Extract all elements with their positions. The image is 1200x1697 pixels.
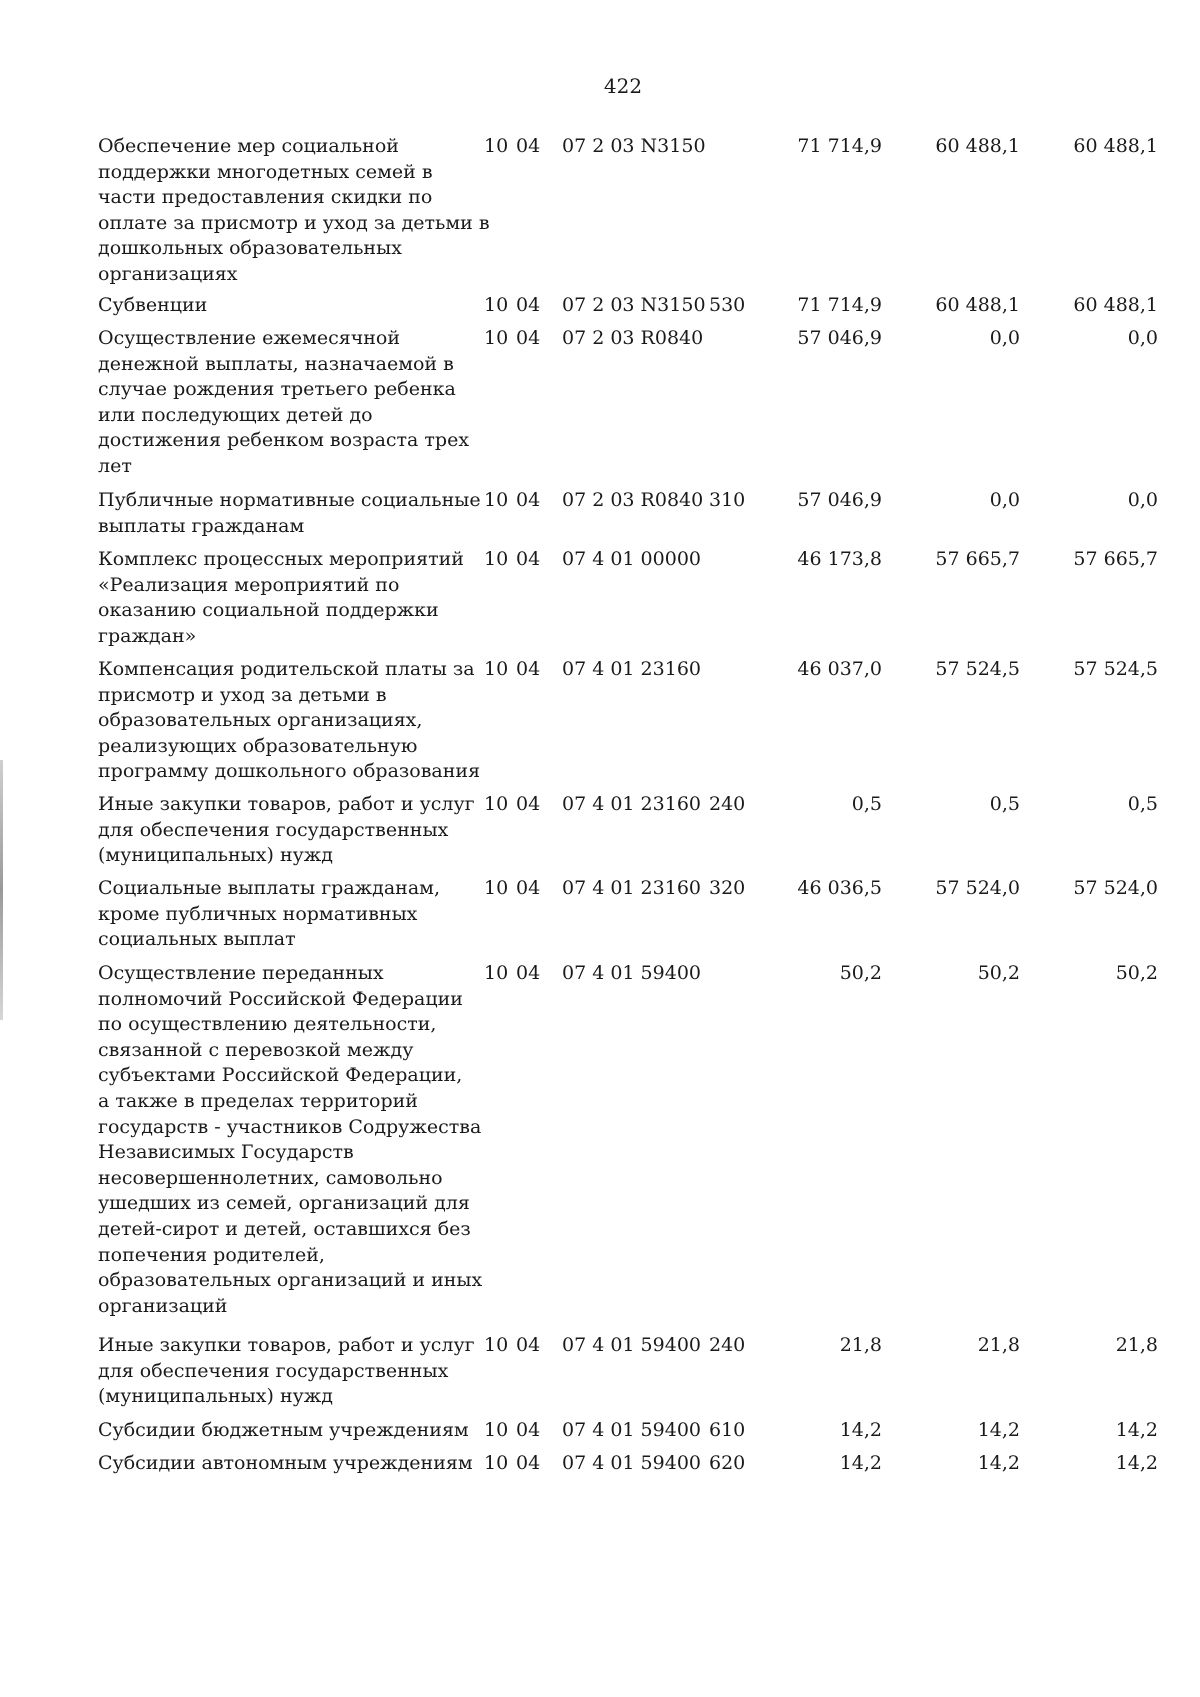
row-name xyxy=(98,326,468,480)
subsection-code: 04 xyxy=(516,327,541,349)
amount-year-3: 60 488,1 xyxy=(1073,294,1158,316)
target-article-code: 07 4 01 59400 xyxy=(562,1452,702,1474)
amount-year-2: 0,5 xyxy=(989,793,1020,815)
amount-year-2: 57 524,0 xyxy=(935,877,1020,899)
row-name-line: Субсидии автономным учреждениям xyxy=(98,1452,473,1474)
row-name-line: Комплекс процессных мероприятий xyxy=(98,548,464,570)
amount-year-3: 60 488,1 xyxy=(1073,135,1158,157)
row-name-line: оказанию социальной поддержки xyxy=(98,599,439,622)
amount-year-3: 57 665,7 xyxy=(1073,548,1158,570)
target-article-code: 07 4 01 59400 xyxy=(562,1334,702,1356)
amount-year-3: 57 524,5 xyxy=(1073,658,1158,680)
subsection-code: 04 xyxy=(516,1419,541,1441)
amount-year-2: 60 488,1 xyxy=(935,294,1020,316)
subsection-code: 04 xyxy=(516,1334,541,1356)
row-name xyxy=(98,547,468,649)
expense-type-code: 310 xyxy=(709,489,746,511)
row-name-line: а также в пределах территорий xyxy=(98,1089,418,1112)
amount-year-2: 0,0 xyxy=(989,327,1020,349)
row-name-line: попечения родителей, xyxy=(98,1243,325,1266)
target-article-code: 07 4 01 59400 xyxy=(562,1419,702,1441)
row-name-line: Социальные выплаты гражданам, xyxy=(98,877,440,899)
row-name-line: или последующих детей до xyxy=(98,403,373,426)
amount-year-3: 57 524,0 xyxy=(1073,877,1158,899)
row-name-line: детей-сирот и детей, оставшихся без xyxy=(98,1217,471,1240)
row-name xyxy=(98,1418,468,1444)
section-code: 10 xyxy=(484,1334,509,1356)
target-article-code: 07 4 01 23160 xyxy=(562,793,702,815)
row-name-line: для обеспечения государственных xyxy=(98,1359,449,1382)
section-code: 10 xyxy=(484,294,509,316)
amount-year-1: 71 714,9 xyxy=(797,294,882,316)
row-name-line: реализующих образовательную xyxy=(98,734,418,757)
target-article-code: 07 2 03 R0840 xyxy=(562,327,704,349)
amount-year-1: 46 173,8 xyxy=(797,548,882,570)
row-name-line: кроме публичных нормативных xyxy=(98,902,418,925)
amount-year-3: 21,8 xyxy=(1115,1334,1158,1356)
row-name xyxy=(98,1451,473,1477)
amount-year-3: 0,0 xyxy=(1127,327,1158,349)
section-code: 10 xyxy=(484,962,509,984)
row-name-line: Компенсация родительской платы за xyxy=(98,658,475,680)
row-name xyxy=(98,961,483,1319)
row-name-line: граждан» xyxy=(98,624,197,647)
target-article-code: 07 2 03 N3150 xyxy=(562,294,706,316)
row-name-line: для обеспечения государственных xyxy=(98,818,449,841)
row-name-line: Осуществление переданных xyxy=(98,962,384,984)
target-article-code: 07 4 01 23160 xyxy=(562,658,702,680)
amount-year-3: 0,0 xyxy=(1127,489,1158,511)
expense-type-code: 620 xyxy=(709,1452,746,1474)
section-code: 10 xyxy=(484,135,509,157)
amount-year-2: 50,2 xyxy=(977,962,1020,984)
amount-year-2: 57 524,5 xyxy=(935,658,1020,680)
row-name-line: полномочий Российской Федерации xyxy=(98,987,463,1010)
amount-year-2: 14,2 xyxy=(977,1452,1020,1474)
row-name xyxy=(98,792,475,869)
amount-year-1: 0,5 xyxy=(851,793,882,815)
subsection-code: 04 xyxy=(516,489,541,511)
row-name-line: «Реализация мероприятий по xyxy=(98,573,400,596)
row-name-line: образовательных организациях, xyxy=(98,709,423,732)
amount-year-1: 50,2 xyxy=(839,962,882,984)
expense-type-code: 610 xyxy=(709,1419,746,1441)
row-name xyxy=(98,488,481,539)
section-code: 10 xyxy=(484,877,509,899)
row-name xyxy=(98,293,468,319)
amount-year-3: 50,2 xyxy=(1115,962,1158,984)
amount-year-2: 57 665,7 xyxy=(935,548,1020,570)
amount-year-1: 14,2 xyxy=(839,1452,882,1474)
row-name-line: Обеспечение мер социальной xyxy=(98,135,399,157)
row-name-line: организаций xyxy=(98,1294,228,1317)
section-code: 10 xyxy=(484,548,509,570)
amount-year-3: 14,2 xyxy=(1115,1452,1158,1474)
amount-year-2: 21,8 xyxy=(977,1334,1020,1356)
amount-year-2: 14,2 xyxy=(977,1419,1020,1441)
section-code: 10 xyxy=(484,658,509,680)
row-name-line: дошкольных образовательных xyxy=(98,237,402,260)
amount-year-2: 60 488,1 xyxy=(935,135,1020,157)
row-name-line: достижения ребенком возраста трех xyxy=(98,429,470,452)
amount-year-1: 71 714,9 xyxy=(797,135,882,157)
subsection-code: 04 xyxy=(516,548,541,570)
amount-year-3: 0,5 xyxy=(1127,793,1158,815)
target-article-code: 07 4 01 23160 xyxy=(562,877,702,899)
row-name-line: по осуществлению деятельности, xyxy=(98,1013,437,1036)
subsection-code: 04 xyxy=(516,135,541,157)
row-name-line: ушедших из семей, организаций для xyxy=(98,1192,470,1215)
row-name-line: присмотр и уход за детьми в xyxy=(98,683,387,706)
row-name xyxy=(98,134,490,288)
amount-year-3: 14,2 xyxy=(1115,1419,1158,1441)
page-number: 422 xyxy=(603,74,643,98)
row-name-line: случае рождения третьего ребенка xyxy=(98,378,456,401)
row-name-line: лет xyxy=(98,454,132,477)
subsection-code: 04 xyxy=(516,877,541,899)
target-article-code: 07 4 01 00000 xyxy=(562,548,702,570)
section-code: 10 xyxy=(484,327,509,349)
row-name-line: Субвенции xyxy=(98,294,208,316)
row-name-line: части предоставления скидки по xyxy=(98,186,433,209)
target-article-code: 07 4 01 59400 xyxy=(562,962,702,984)
row-name-line: несовершеннолетних, самовольно xyxy=(98,1166,443,1189)
section-code: 10 xyxy=(484,489,509,511)
amount-year-1: 46 036,5 xyxy=(797,877,882,899)
row-name-line: связанной с перевозкой между xyxy=(98,1038,414,1061)
row-name-line: субъектами Российской Федерации, xyxy=(98,1064,463,1087)
row-name-line: социальных выплат xyxy=(98,928,296,951)
row-name-line: государств - участников Содружества xyxy=(98,1115,482,1138)
target-article-code: 07 2 03 R0840 xyxy=(562,489,704,511)
expense-type-code: 240 xyxy=(709,1334,746,1356)
row-name xyxy=(98,1333,475,1410)
row-name-line: Субсидии бюджетным учреждениям xyxy=(98,1419,469,1441)
expense-type-code: 320 xyxy=(709,877,746,899)
row-name-line: Осуществление ежемесячной xyxy=(98,327,401,349)
expense-type-code: 240 xyxy=(709,793,746,815)
amount-year-1: 14,2 xyxy=(839,1419,882,1441)
row-name-line: поддержки многодетных семей в xyxy=(98,160,433,183)
row-name-line: выплаты гражданам xyxy=(98,514,305,537)
row-name-line: образовательных организаций и иных xyxy=(98,1269,483,1292)
row-name-line: (муниципальных) нужд xyxy=(98,1385,333,1408)
subsection-code: 04 xyxy=(516,962,541,984)
subsection-code: 04 xyxy=(516,793,541,815)
amount-year-2: 0,0 xyxy=(989,489,1020,511)
amount-year-1: 21,8 xyxy=(839,1334,882,1356)
row-name-line: Публичные нормативные социальные xyxy=(98,489,481,511)
row-name-line: программу дошкольного образования xyxy=(98,760,481,783)
section-code: 10 xyxy=(484,1419,509,1441)
row-name xyxy=(98,657,481,785)
row-name xyxy=(98,876,468,953)
section-code: 10 xyxy=(484,793,509,815)
target-article-code: 07 2 03 N3150 xyxy=(562,135,706,157)
row-name-line: Иные закупки товаров, работ и услуг xyxy=(98,793,475,815)
row-name-line: денежной выплаты, назначаемой в xyxy=(98,352,454,375)
row-name-line: Иные закупки товаров, работ и услуг xyxy=(98,1334,475,1356)
subsection-code: 04 xyxy=(516,294,541,316)
row-name-line: (муниципальных) нужд xyxy=(98,844,333,867)
amount-year-1: 57 046,9 xyxy=(797,489,882,511)
section-code: 10 xyxy=(484,1452,509,1474)
expense-type-code: 530 xyxy=(709,294,746,316)
amount-year-1: 46 037,0 xyxy=(797,658,882,680)
row-name-line: организациях xyxy=(98,262,238,285)
row-name-line: Независимых Государств xyxy=(98,1141,354,1164)
amount-year-1: 57 046,9 xyxy=(797,327,882,349)
subsection-code: 04 xyxy=(516,658,541,680)
subsection-code: 04 xyxy=(516,1452,541,1474)
row-name-line: оплате за присмотр и уход за детьми в xyxy=(98,211,490,234)
